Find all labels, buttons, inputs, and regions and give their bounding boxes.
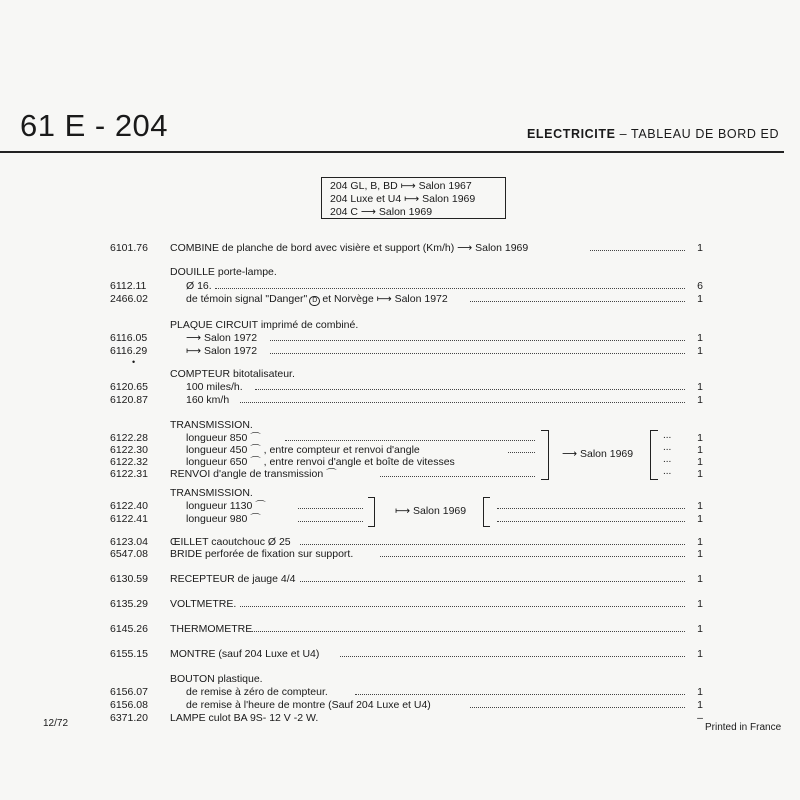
part-ref: 6156.08 [110, 699, 148, 711]
cable-icon: ⌒ [326, 468, 337, 480]
page-title: 61 E - 204 [20, 108, 169, 143]
part-ref: 2466.02 [110, 293, 148, 305]
bracket-right [541, 430, 549, 480]
footer-printed: Printed in France [705, 722, 782, 733]
part-desc-text-2: , entre compteur et renvoi d'angle [263, 444, 420, 456]
part-ref: 6130.59 [110, 573, 148, 585]
part-group-title: DOUILLE porte-lampe. [170, 266, 277, 278]
part-desc-text: longueur 850 [186, 432, 248, 444]
part-row [0, 467, 800, 481]
part-desc [186, 512, 261, 526]
part-row [0, 318, 800, 332]
part-desc: ŒILLET caoutchouc Ø 25 [170, 536, 291, 548]
model-line: 204 GL, B, BD ⟼ Salon 1967 [330, 180, 472, 192]
part-qty: 1 [697, 381, 703, 393]
part-desc-text: longueur 980 [186, 513, 248, 525]
part-group-title: TRANSMISSION. [170, 419, 253, 431]
part-row [0, 622, 800, 636]
part-qty: 1 [697, 548, 703, 560]
part-desc-text: de témoin signal "Danger" [186, 293, 308, 305]
part-desc [186, 499, 266, 513]
part-ref: 6101.76 [110, 242, 148, 254]
part-qty: 1 [697, 242, 703, 254]
part-desc: ⟶ Salon 1972 [186, 332, 258, 344]
part-qty: 1 [697, 699, 703, 711]
part-ref: 6156.07 [110, 686, 148, 698]
part-desc: BRIDE perforée de fixation sur support. [170, 548, 354, 560]
part-qty: – [697, 712, 703, 724]
part-row [0, 344, 800, 358]
part-desc-text: longueur 450 [186, 444, 248, 456]
part-qty: 6 [697, 280, 703, 292]
part-row [0, 241, 800, 255]
part-desc-text: longueur 650 [186, 456, 248, 468]
part-qty: 1 [697, 686, 703, 698]
part-qty: 1 [697, 394, 703, 406]
ellipsis-column: ... ... ... ... [663, 430, 672, 477]
part-ref: 6135.29 [110, 598, 148, 610]
part-row [0, 672, 800, 686]
part-desc: de remise à zéro de compteur. [186, 686, 328, 698]
part-group-title: TRANSMISSION. [170, 487, 253, 499]
part-row [0, 367, 800, 381]
part-desc: LAMPE culot BA 9S- 12 V -2 W. [170, 712, 319, 724]
part-ref: 6122.28 [110, 432, 148, 444]
part-desc: ⟼ Salon 1972 [186, 345, 258, 357]
part-qty: 1 [697, 444, 703, 456]
part-desc: 100 miles/h. [186, 381, 243, 393]
part-desc [170, 467, 337, 481]
part-desc-text-2: et Norvège ⟼ Salon 1972 [322, 293, 448, 305]
footer-date: 12/72 [43, 718, 69, 729]
cable-icon: ⌒ [250, 513, 261, 525]
part-ref: 6122.41 [110, 513, 148, 525]
salon-label: ⟼ Salon 1969 [395, 505, 467, 517]
part-ref: 6547.08 [110, 548, 148, 560]
model-line: 204 Luxe et U4 ⟼ Salon 1969 [330, 193, 476, 205]
bullet-mark: • [132, 357, 136, 367]
cable-icon: ⌒ [255, 500, 266, 512]
part-ref: 6122.40 [110, 500, 148, 512]
part-ref: 6122.32 [110, 456, 148, 468]
part-desc-text: longueur 1130 [186, 500, 253, 512]
part-row [0, 597, 800, 611]
part-row [0, 647, 800, 661]
part-row [0, 418, 800, 432]
part-group-title: COMPTEUR bitotalisateur. [170, 368, 295, 380]
part-ref: 6122.30 [110, 444, 148, 456]
salon-label: ⟶ Salon 1969 [562, 448, 634, 460]
part-ref: 6116.05 [110, 332, 148, 344]
part-qty: 1 [697, 598, 703, 610]
part-qty: 1 [697, 500, 703, 512]
part-row [0, 292, 800, 306]
cable-icon: ⌒ [250, 456, 261, 468]
part-qty: 1 [697, 332, 703, 344]
part-qty: 1 [697, 513, 703, 525]
part-qty: 1 [697, 468, 703, 480]
bracket-left [650, 430, 658, 480]
part-qty: 1 [697, 293, 703, 305]
part-ref: 6112.11 [110, 280, 147, 292]
part-qty: 1 [697, 432, 703, 444]
part-ref: 6120.65 [110, 381, 148, 393]
cable-icon: ⌒ [250, 444, 261, 456]
part-desc: THERMOMETRE [170, 623, 253, 635]
part-row [0, 380, 800, 394]
part-row [0, 685, 800, 699]
part-qty: 1 [697, 623, 703, 635]
part-desc: Ø 16. [186, 280, 212, 292]
part-ref: 6145.26 [110, 623, 148, 635]
part-ref: 6116.29 [110, 345, 148, 357]
part-row [0, 393, 800, 407]
cable-icon: ⌒ [250, 432, 261, 444]
part-desc: de remise à l'heure de montre (Sauf 204 Luxe et U4) [186, 699, 431, 711]
part-ref: 6155.15 [110, 648, 148, 660]
part-group-title: PLAQUE CIRCUIT imprimé de combiné. [170, 319, 359, 331]
bracket-left [483, 497, 490, 527]
part-row [0, 711, 800, 725]
part-desc-text: RENVOI d'angle de transmission [170, 468, 324, 480]
part-qty: 1 [697, 456, 703, 468]
part-ref: 6122.31 [110, 468, 148, 480]
part-ref: 6123.04 [110, 536, 148, 548]
section-bold: ELECTRICITE [527, 127, 616, 141]
part-qty: 1 [697, 536, 703, 548]
part-row [0, 331, 800, 345]
model-line: 204 C ⟶ Salon 1969 [330, 206, 433, 218]
part-desc: 160 km/h [186, 394, 230, 406]
part-row [0, 265, 800, 279]
part-row [0, 698, 800, 712]
part-ref: 6371.20 [110, 712, 148, 724]
part-qty: 1 [697, 573, 703, 585]
part-row [0, 486, 800, 500]
part-desc: RECEPTEUR de jauge 4/4 [170, 573, 296, 585]
danger-badge: D [309, 296, 320, 306]
part-qty: 1 [697, 648, 703, 660]
part-desc: MONTRE (sauf 204 Luxe et U4) [170, 648, 320, 660]
part-row [0, 572, 800, 586]
part-desc: VOLTMETRE. [170, 598, 237, 610]
part-group-title: BOUTON plastique. [170, 673, 263, 685]
part-desc: COMBINE de planche de bord avec visière et support (Km/h) ⟶ Salon 1969 [170, 242, 529, 254]
part-desc-text-2: , entre renvoi d'angle et boîte de vitesses [263, 456, 455, 468]
part-row [0, 547, 800, 561]
part-ref: 6120.87 [110, 394, 148, 406]
header-rule [0, 151, 784, 153]
bracket-right [368, 497, 375, 527]
section-rest: – TABLEAU DE BORD ED [619, 127, 780, 141]
model-box [321, 177, 506, 219]
part-row [0, 279, 800, 293]
section-heading [527, 127, 779, 141]
part-qty: 1 [697, 345, 703, 357]
part-desc [186, 292, 448, 306]
